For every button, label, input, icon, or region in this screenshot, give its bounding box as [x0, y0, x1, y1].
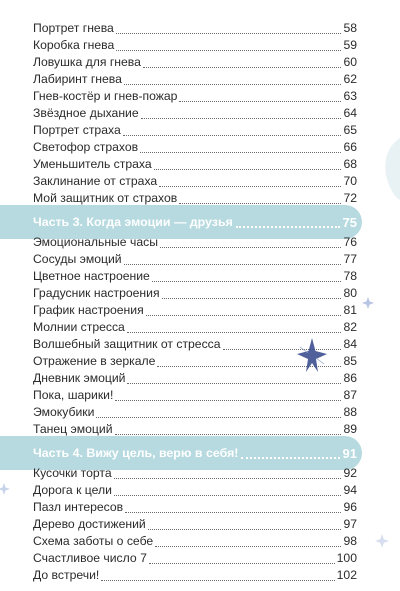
toc-entry-page: 97 — [343, 517, 357, 531]
toc-entry-title: Портрет гнева — [33, 21, 114, 35]
toc-entry-page: 76 — [343, 235, 357, 249]
toc-entry-title: Звёздное дыхание — [33, 106, 139, 120]
part-4-page: 91 — [342, 445, 357, 461]
toc-entry-title: Уменьшитель страха — [33, 157, 152, 171]
part-3-title: Часть 3. Когда эмоции — друзья — [33, 215, 233, 229]
toc-entry-title: Отражение в зеркале — [33, 354, 156, 368]
toc-entry-page: 82 — [343, 320, 357, 334]
toc-entry-page: 77 — [343, 252, 357, 266]
toc-entry-title: Цветное настроение — [33, 269, 150, 283]
blob-shape — [385, 138, 400, 200]
toc-entry-page: 102 — [336, 568, 357, 582]
toc-entry-page: 89 — [343, 422, 357, 436]
toc-entry-page: 62 — [343, 72, 357, 86]
toc-entry-page: 78 — [343, 269, 357, 283]
toc-entry-title: Счастливое число 7 — [33, 551, 147, 565]
toc-entry-page: 70 — [343, 174, 357, 188]
toc-entry-title: Кусочки торта — [33, 466, 112, 480]
toc-entry-page: 81 — [343, 303, 357, 317]
toc-entry-page: 63 — [343, 89, 357, 103]
toc-entry-title: До встречи! — [33, 568, 100, 582]
toc-entry-page: 65 — [343, 123, 357, 137]
toc-entry-title: Портрет страха — [33, 123, 121, 137]
toc-entry-title: График настроения — [33, 303, 144, 317]
toc-entry-title: Эмокубики — [33, 405, 95, 419]
toc-entry-page: 87 — [343, 388, 357, 402]
toc-entry-title: Коробка гнева — [33, 38, 115, 52]
toc-entry-title: Пазл интересов — [33, 500, 124, 514]
toc-entry-title: Светофор страхов — [33, 140, 139, 154]
toc-entry-page: 86 — [343, 371, 357, 385]
toc-entry-title: Дерево достижений — [33, 517, 146, 531]
part-3-page: 75 — [342, 214, 357, 230]
sparkle-icon — [375, 534, 389, 548]
toc-entry-page: 68 — [343, 157, 357, 171]
toc-entry-page: 85 — [343, 354, 357, 368]
sparkle-icon — [0, 483, 10, 495]
toc-entry-page: 92 — [343, 466, 357, 480]
toc-entry-title: Заклинание от страха — [33, 174, 158, 188]
toc-entry-page: 80 — [343, 286, 357, 300]
toc-entry-page: 98 — [343, 534, 357, 548]
toc-entry-title: Молнии стресса — [33, 320, 125, 334]
toc-entry-page: 66 — [343, 140, 357, 154]
toc-entry-title: Градусник настроения — [33, 286, 160, 300]
toc-entry-title: Ловушка для гнева — [33, 55, 141, 69]
sparkle-icon — [362, 297, 374, 309]
toc-entry-page: 72 — [343, 191, 357, 205]
toc-entry-title: Эмоциональные часы — [33, 235, 158, 249]
toc-entry-page: 58 — [343, 21, 357, 35]
toc-entry-title: Дневник эмоций — [33, 371, 126, 385]
part-4-title: Часть 4. Вижу цель, верю в себя! — [33, 446, 239, 460]
toc-entry-page: 100 — [336, 551, 357, 565]
toc-entry-title: Танец эмоций — [33, 422, 113, 436]
toc-entry-page: 96 — [343, 500, 357, 514]
toc-entry-page: 84 — [343, 337, 357, 351]
toc-entry-page: 59 — [343, 38, 357, 52]
toc-entry-title: Сосуды эмоций — [33, 252, 122, 266]
star-icon — [297, 338, 327, 372]
toc-entry-page: 64 — [343, 106, 357, 120]
toc-entry-page: 60 — [343, 55, 357, 69]
toc-entry-title: Гнев-костёр и гнев-пожар — [33, 89, 178, 103]
toc-entry-page: 88 — [343, 405, 357, 419]
toc-entry-page: 94 — [343, 483, 357, 497]
toc-entry-title: Дорога к цели — [33, 483, 112, 497]
toc-entry-title: Пока, шарики! — [33, 388, 114, 402]
toc-entry-title: Волшебный защитник от стресса — [33, 337, 221, 351]
toc-entry-title: Мой защитник от страхов — [33, 191, 178, 205]
toc-entry-title: Лабиринт гнева — [33, 72, 122, 86]
toc-entry-title: Схема заботы о себе — [33, 534, 154, 548]
